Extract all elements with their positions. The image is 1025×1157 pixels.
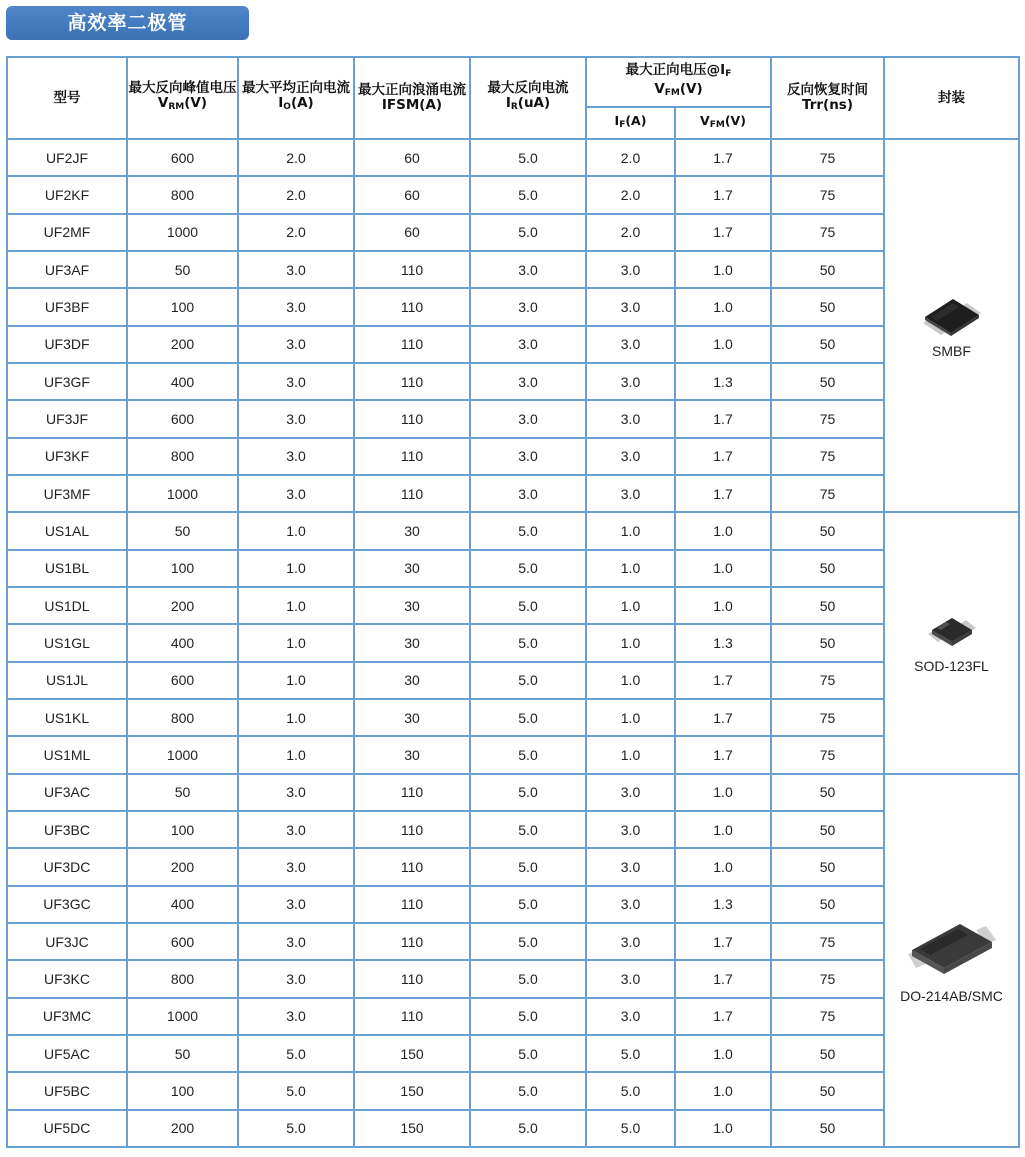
cell-ifsm: 60 — [354, 139, 470, 176]
cell-vfm: 1.0 — [675, 251, 771, 288]
cell-ifsm: 110 — [354, 438, 470, 475]
cell-io: 5.0 — [238, 1035, 354, 1072]
sod123fl-package-icon — [885, 612, 1018, 652]
cell-model: UF5BC — [7, 1072, 127, 1109]
table-row — [7, 774, 1019, 811]
cell-if: 3.0 — [586, 923, 675, 960]
table-row — [7, 214, 1019, 251]
cell-io: 3.0 — [238, 811, 354, 848]
cell-ifsm: 110 — [354, 923, 470, 960]
table-row — [7, 998, 1019, 1035]
cell-ifsm: 30 — [354, 624, 470, 661]
cell-model: UF3AF — [7, 251, 127, 288]
cell-if: 3.0 — [586, 848, 675, 885]
smc-package-icon — [885, 916, 1018, 982]
col-package: 封装 — [884, 57, 1019, 139]
table-row — [7, 176, 1019, 213]
cell-vfm: 1.3 — [675, 624, 771, 661]
page-title: 高效率二极管 — [6, 6, 249, 40]
cell-vrm: 50 — [127, 774, 238, 811]
cell-vfm: 1.7 — [675, 699, 771, 736]
cell-ir: 5.0 — [470, 176, 586, 213]
cell-if: 2.0 — [586, 176, 675, 213]
cell-vfm: 1.0 — [675, 550, 771, 587]
cell-trr: 50 — [771, 1110, 884, 1147]
cell-vfm: 1.7 — [675, 475, 771, 512]
cell-io: 2.0 — [238, 176, 354, 213]
table-row — [7, 139, 1019, 176]
cell-vrm: 200 — [127, 326, 238, 363]
cell-vfm: 1.7 — [675, 960, 771, 997]
cell-ir: 5.0 — [470, 550, 586, 587]
cell-ifsm: 110 — [354, 251, 470, 288]
table-row — [7, 960, 1019, 997]
cell-io: 5.0 — [238, 1110, 354, 1147]
cell-trr: 50 — [771, 1035, 884, 1072]
cell-ifsm: 30 — [354, 550, 470, 587]
cell-io: 1.0 — [238, 662, 354, 699]
cell-if: 3.0 — [586, 998, 675, 1035]
cell-ifsm: 30 — [354, 736, 470, 773]
cell-trr: 50 — [771, 363, 884, 400]
cell-vrm: 600 — [127, 923, 238, 960]
cell-ir: 5.0 — [470, 139, 586, 176]
cell-if: 1.0 — [586, 550, 675, 587]
cell-ifsm: 30 — [354, 512, 470, 549]
cell-ir: 5.0 — [470, 960, 586, 997]
col-vfm: $V_{FM}(V)$ — [675, 107, 771, 139]
cell-model: UF3AC — [7, 774, 127, 811]
table-row — [7, 662, 1019, 699]
table-row — [7, 699, 1019, 736]
cell-if: 1.0 — [586, 736, 675, 773]
cell-vrm: 200 — [127, 1110, 238, 1147]
cell-vfm: 1.7 — [675, 214, 771, 251]
col-io: 最大平均正向电流 $I_O(A)$ — [238, 57, 354, 139]
cell-ifsm: 110 — [354, 326, 470, 363]
cell-vrm: 200 — [127, 848, 238, 885]
cell-trr: 50 — [771, 624, 884, 661]
cell-if: 3.0 — [586, 288, 675, 325]
cell-if: 3.0 — [586, 363, 675, 400]
cell-ifsm: 110 — [354, 960, 470, 997]
cell-ir: 3.0 — [470, 438, 586, 475]
cell-vrm: 600 — [127, 139, 238, 176]
cell-if: 3.0 — [586, 886, 675, 923]
cell-ifsm: 110 — [354, 848, 470, 885]
cell-vfm: 1.0 — [675, 848, 771, 885]
cell-ir: 5.0 — [470, 998, 586, 1035]
table-row — [7, 1072, 1019, 1109]
cell-io: 3.0 — [238, 251, 354, 288]
cell-model: UF5DC — [7, 1110, 127, 1147]
table-row — [7, 923, 1019, 960]
cell-vrm: 400 — [127, 886, 238, 923]
cell-ir: 5.0 — [470, 811, 586, 848]
cell-vrm: 100 — [127, 1072, 238, 1109]
cell-vrm: 100 — [127, 811, 238, 848]
cell-io: 3.0 — [238, 326, 354, 363]
cell-ifsm: 60 — [354, 176, 470, 213]
cell-ir: 3.0 — [470, 288, 586, 325]
cell-model: UF2MF — [7, 214, 127, 251]
package-cell — [884, 512, 1019, 773]
cell-vfm: 1.0 — [675, 288, 771, 325]
cell-trr: 75 — [771, 736, 884, 773]
col-ifsm: 最大正向浪涌电流 IFSM(A) — [354, 57, 470, 139]
col-if: $I_F(A)$ — [586, 107, 675, 139]
cell-io: 3.0 — [238, 923, 354, 960]
cell-model: UF5AC — [7, 1035, 127, 1072]
cell-vrm: 100 — [127, 550, 238, 587]
cell-trr: 50 — [771, 886, 884, 923]
table-row — [7, 587, 1019, 624]
table-row — [7, 326, 1019, 363]
cell-ir: 5.0 — [470, 736, 586, 773]
cell-ifsm: 110 — [354, 886, 470, 923]
cell-ir: 5.0 — [470, 587, 586, 624]
cell-if: 3.0 — [586, 475, 675, 512]
cell-ifsm: 110 — [354, 288, 470, 325]
cell-ir: 5.0 — [470, 923, 586, 960]
cell-trr: 50 — [771, 251, 884, 288]
cell-vrm: 1000 — [127, 998, 238, 1035]
cell-ir: 3.0 — [470, 251, 586, 288]
cell-ir: 5.0 — [470, 512, 586, 549]
cell-if: 3.0 — [586, 774, 675, 811]
cell-vfm: 1.7 — [675, 923, 771, 960]
cell-if: 3.0 — [586, 251, 675, 288]
cell-ir: 5.0 — [470, 848, 586, 885]
table-row — [7, 475, 1019, 512]
cell-trr: 50 — [771, 512, 884, 549]
cell-vfm: 1.7 — [675, 176, 771, 213]
cell-ifsm: 150 — [354, 1035, 470, 1072]
cell-io: 3.0 — [238, 960, 354, 997]
cell-trr: 75 — [771, 438, 884, 475]
cell-model: UF2JF — [7, 139, 127, 176]
table-row — [7, 400, 1019, 437]
table-row — [7, 736, 1019, 773]
table-row — [7, 1110, 1019, 1147]
cell-io: 3.0 — [238, 886, 354, 923]
cell-vrm: 100 — [127, 288, 238, 325]
cell-vfm: 1.7 — [675, 438, 771, 475]
cell-io: 3.0 — [238, 998, 354, 1035]
cell-io: 1.0 — [238, 587, 354, 624]
col-model: 型号 — [7, 57, 127, 139]
cell-ifsm: 110 — [354, 998, 470, 1035]
cell-ifsm: 110 — [354, 400, 470, 437]
cell-ifsm: 110 — [354, 475, 470, 512]
cell-ifsm: 30 — [354, 699, 470, 736]
cell-ir: 5.0 — [470, 886, 586, 923]
cell-if: 1.0 — [586, 662, 675, 699]
cell-ir: 5.0 — [470, 774, 586, 811]
cell-vfm: 1.0 — [675, 326, 771, 363]
cell-vfm: 1.7 — [675, 400, 771, 437]
cell-io: 3.0 — [238, 438, 354, 475]
cell-model: UF3BF — [7, 288, 127, 325]
cell-ir: 5.0 — [470, 624, 586, 661]
cell-model: UF3JC — [7, 923, 127, 960]
cell-if: 3.0 — [586, 960, 675, 997]
cell-vrm: 50 — [127, 251, 238, 288]
cell-if: 5.0 — [586, 1035, 675, 1072]
cell-io: 3.0 — [238, 475, 354, 512]
package-cell — [884, 774, 1019, 1147]
col-vrm: 最大反向峰值电压 $V_{RM}(V)$ — [127, 57, 238, 139]
cell-trr: 50 — [771, 811, 884, 848]
cell-io: 5.0 — [238, 1072, 354, 1109]
cell-model: US1DL — [7, 587, 127, 624]
cell-if: 3.0 — [586, 438, 675, 475]
package-cell — [884, 139, 1019, 512]
table-row — [7, 886, 1019, 923]
cell-model: US1ML — [7, 736, 127, 773]
cell-ir: 3.0 — [470, 326, 586, 363]
cell-if: 3.0 — [586, 326, 675, 363]
cell-io: 3.0 — [238, 363, 354, 400]
cell-if: 1.0 — [586, 624, 675, 661]
cell-model: US1JL — [7, 662, 127, 699]
cell-ifsm: 30 — [354, 662, 470, 699]
cell-io: 1.0 — [238, 550, 354, 587]
cell-ir: 5.0 — [470, 1110, 586, 1147]
cell-ifsm: 110 — [354, 774, 470, 811]
cell-vfm: 1.0 — [675, 1072, 771, 1109]
cell-io: 3.0 — [238, 848, 354, 885]
cell-model: US1BL — [7, 550, 127, 587]
table-row — [7, 811, 1019, 848]
cell-trr: 75 — [771, 662, 884, 699]
cell-if: 2.0 — [586, 214, 675, 251]
cell-trr: 50 — [771, 288, 884, 325]
cell-model: UF3GF — [7, 363, 127, 400]
cell-trr: 50 — [771, 1072, 884, 1109]
cell-if: 3.0 — [586, 811, 675, 848]
cell-if: 1.0 — [586, 699, 675, 736]
cell-io: 1.0 — [238, 512, 354, 549]
cell-ir: 5.0 — [470, 1072, 586, 1109]
cell-trr: 75 — [771, 699, 884, 736]
smbf-package-icon — [885, 293, 1018, 337]
diode-spec-table — [6, 56, 1020, 1148]
table-row — [7, 438, 1019, 475]
cell-ifsm: 110 — [354, 811, 470, 848]
cell-trr: 75 — [771, 139, 884, 176]
cell-model: US1AL — [7, 512, 127, 549]
package-label: DO-214AB/SMC — [900, 988, 1003, 1005]
cell-trr: 50 — [771, 848, 884, 885]
cell-ir: 5.0 — [470, 1035, 586, 1072]
table-row — [7, 848, 1019, 885]
cell-model: UF3MC — [7, 998, 127, 1035]
cell-vrm: 400 — [127, 624, 238, 661]
cell-trr: 50 — [771, 326, 884, 363]
cell-vrm: 800 — [127, 176, 238, 213]
col-vf-group: 最大正向电压$@I_F$ $V_{FM}(V)$ — [586, 57, 771, 107]
cell-vrm: 800 — [127, 699, 238, 736]
cell-trr: 75 — [771, 923, 884, 960]
table-row — [7, 624, 1019, 661]
cell-io: 3.0 — [238, 774, 354, 811]
cell-ifsm: 30 — [354, 587, 470, 624]
cell-ir: 5.0 — [470, 662, 586, 699]
col-trr: 反向恢复时间 Trr(ns) — [771, 57, 884, 139]
cell-ir: 5.0 — [470, 699, 586, 736]
table-row — [7, 288, 1019, 325]
cell-ifsm: 60 — [354, 214, 470, 251]
cell-io: 1.0 — [238, 699, 354, 736]
cell-trr: 75 — [771, 998, 884, 1035]
cell-io: 2.0 — [238, 214, 354, 251]
cell-vfm: 1.7 — [675, 998, 771, 1035]
cell-model: UF3DC — [7, 848, 127, 885]
cell-ir: 3.0 — [470, 475, 586, 512]
cell-vrm: 1000 — [127, 214, 238, 251]
cell-trr: 75 — [771, 176, 884, 213]
cell-vrm: 1000 — [127, 736, 238, 773]
cell-vrm: 800 — [127, 438, 238, 475]
package-label: SOD-123FL — [914, 657, 989, 674]
cell-vfm: 1.7 — [675, 139, 771, 176]
cell-ifsm: 150 — [354, 1110, 470, 1147]
cell-vfm: 1.3 — [675, 886, 771, 923]
cell-io: 3.0 — [238, 288, 354, 325]
cell-io: 1.0 — [238, 624, 354, 661]
cell-model: UF3KC — [7, 960, 127, 997]
cell-vfm: 1.0 — [675, 587, 771, 624]
cell-model: UF3GC — [7, 886, 127, 923]
cell-vfm: 1.0 — [675, 512, 771, 549]
cell-ir: 3.0 — [470, 363, 586, 400]
table-row — [7, 1035, 1019, 1072]
cell-if: 1.0 — [586, 512, 675, 549]
cell-ir: 3.0 — [470, 400, 586, 437]
cell-vrm: 800 — [127, 960, 238, 997]
cell-trr: 75 — [771, 475, 884, 512]
cell-if: 2.0 — [586, 139, 675, 176]
cell-if: 3.0 — [586, 400, 675, 437]
cell-vrm: 1000 — [127, 475, 238, 512]
cell-model: UF3KF — [7, 438, 127, 475]
table-row — [7, 363, 1019, 400]
cell-vfm: 1.7 — [675, 662, 771, 699]
cell-vrm: 600 — [127, 400, 238, 437]
cell-model: UF3JF — [7, 400, 127, 437]
cell-io: 1.0 — [238, 736, 354, 773]
cell-vrm: 50 — [127, 512, 238, 549]
table-row — [7, 251, 1019, 288]
cell-vrm: 50 — [127, 1035, 238, 1072]
cell-vfm: 1.0 — [675, 1110, 771, 1147]
cell-trr: 75 — [771, 400, 884, 437]
cell-trr: 75 — [771, 214, 884, 251]
cell-model: UF2KF — [7, 176, 127, 213]
cell-trr: 75 — [771, 960, 884, 997]
cell-vrm: 400 — [127, 363, 238, 400]
cell-vfm: 1.0 — [675, 811, 771, 848]
cell-model: UF3DF — [7, 326, 127, 363]
cell-vfm: 1.7 — [675, 736, 771, 773]
table-row — [7, 512, 1019, 549]
cell-trr: 50 — [771, 587, 884, 624]
package-label: SMBF — [932, 342, 971, 359]
cell-vfm: 1.3 — [675, 363, 771, 400]
cell-trr: 50 — [771, 550, 884, 587]
cell-ir: 5.0 — [470, 214, 586, 251]
cell-trr: 50 — [771, 774, 884, 811]
cell-ifsm: 150 — [354, 1072, 470, 1109]
cell-if: 5.0 — [586, 1072, 675, 1109]
cell-model: US1GL — [7, 624, 127, 661]
table-row — [7, 550, 1019, 587]
cell-model: US1KL — [7, 699, 127, 736]
table-body — [7, 139, 1019, 1147]
cell-model: UF3BC — [7, 811, 127, 848]
col-ir: 最大反向电流 $I_R(uA)$ — [470, 57, 586, 139]
cell-io: 2.0 — [238, 139, 354, 176]
cell-ifsm: 110 — [354, 363, 470, 400]
cell-vfm: 1.0 — [675, 774, 771, 811]
cell-vrm: 200 — [127, 587, 238, 624]
cell-io: 3.0 — [238, 400, 354, 437]
cell-vfm: 1.0 — [675, 1035, 771, 1072]
cell-vrm: 600 — [127, 662, 238, 699]
cell-model: UF3MF — [7, 475, 127, 512]
cell-if: 1.0 — [586, 587, 675, 624]
cell-if: 5.0 — [586, 1110, 675, 1147]
